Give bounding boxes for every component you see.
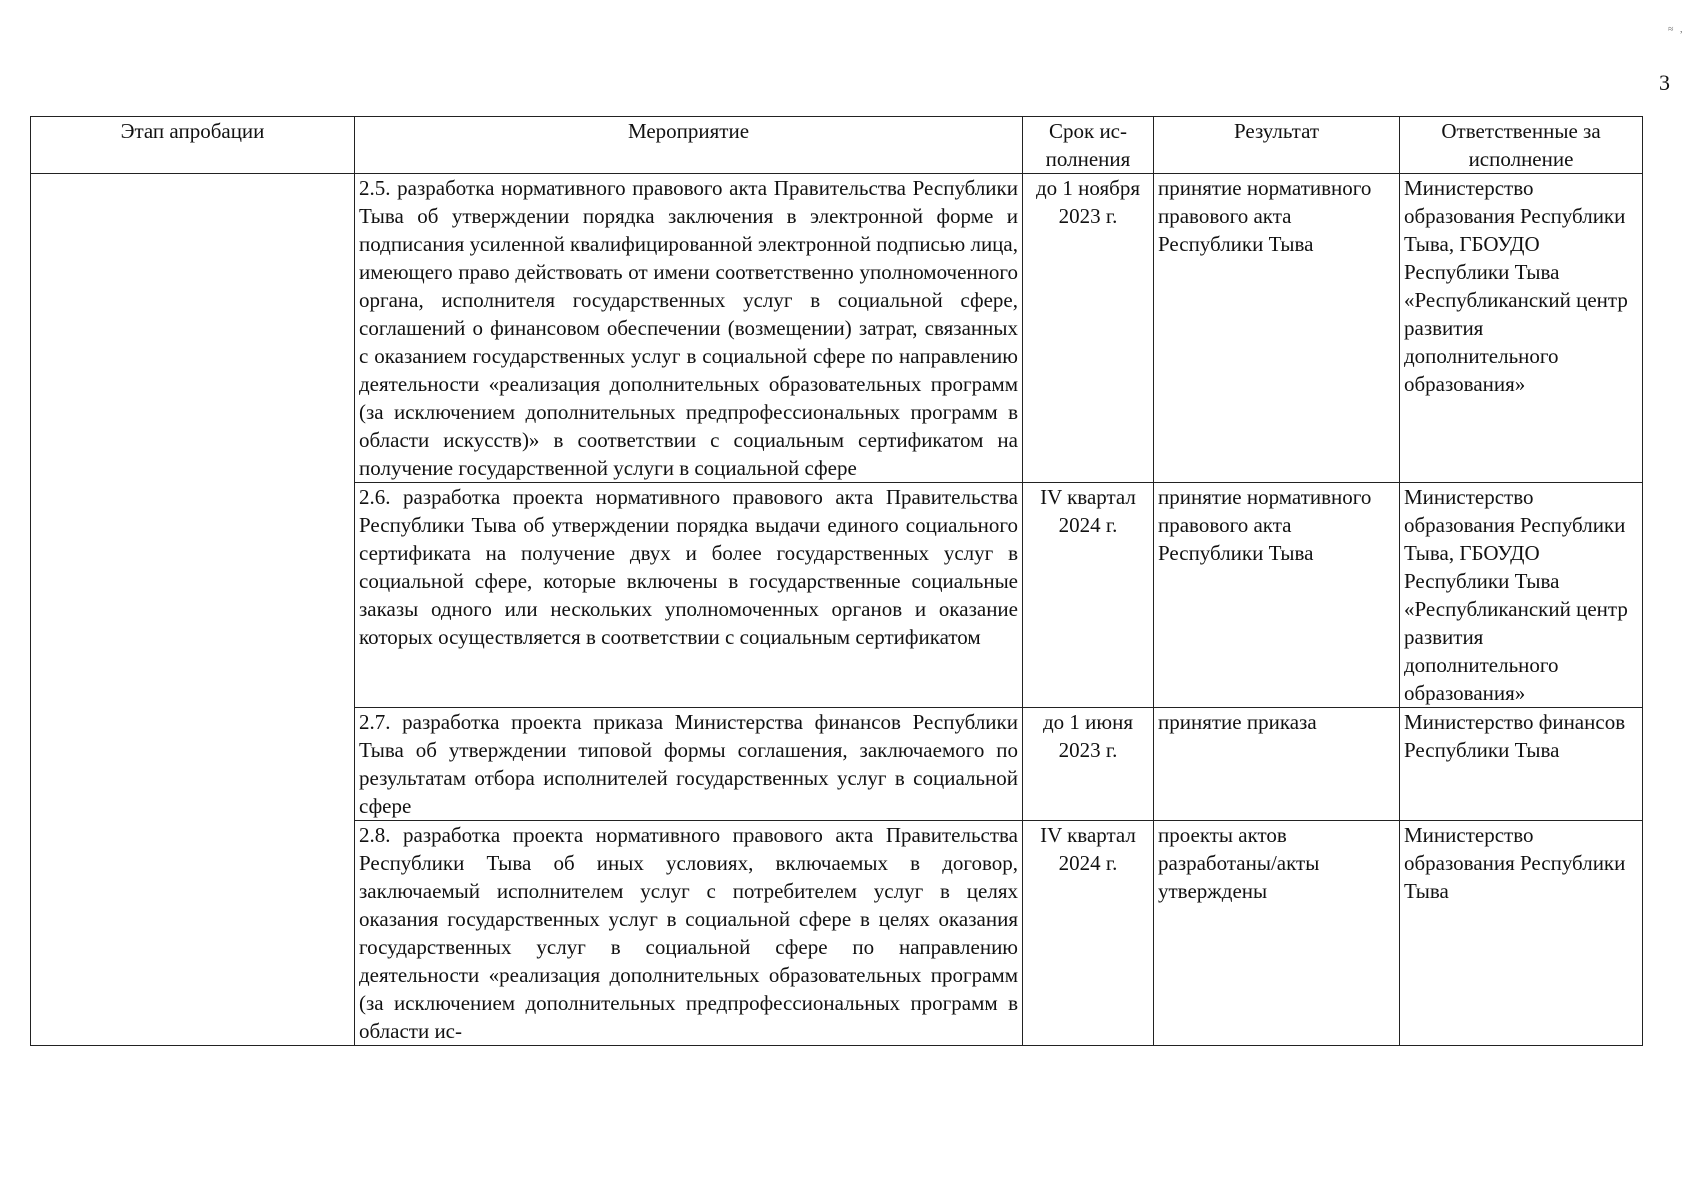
header-responsible: Ответственные за исполнение	[1400, 117, 1643, 174]
responsible-cell: Министерство финансов Республики Тыва	[1400, 708, 1643, 821]
deadline-cell: до 1 июня 2023 г.	[1023, 708, 1154, 821]
activity-cell: 2.5. разработка нормативного правового акта Правительства Республики Тыва об утверждении порядка заключения в электронной форме и подписания усиленной квалифицированной электронной подписью лица, имеющего право действовать от имени соответственно уполномоченного органа, исполнителя государственных услуг в социальной сфере, соглашений о финансовом обеспечении (возмещении) затрат, связанных с оказанием государственных услуг в социальной сфере по направлению деятельности «реализация дополнительных образовательных программ (за исключением дополнительных предпрофессиональных программ в области искусств)» в соответствии с социальным сертификатом на получение государственной услуги в социальной сфере	[355, 174, 1023, 483]
result-cell: принятие приказа	[1154, 708, 1400, 821]
result-cell: проекты актов разработаны/акты утверждены	[1154, 821, 1400, 1046]
header-activity: Мероприятие	[355, 117, 1023, 174]
header-result: Результат	[1154, 117, 1400, 174]
deadline-cell: IV квартал 2024 г.	[1023, 821, 1154, 1046]
responsible-cell: Министерство образования Республики Тыва, ГБОУДО Республики Тыва «Республиканский центр развития дополнительного образования»	[1400, 174, 1643, 483]
activity-cell: 2.6. разработка проекта нормативного правового акта Правительства Республики Тыва об утверждении порядка выдачи единого социального сертификата на получение двух и более государственных услуг в социальной сфере, которые включены в государственные социальные заказы одного или нескольких уполномоченных органов и оказание которых осуществляется в соответствии с социальным сертификатом	[355, 483, 1023, 708]
activity-cell: 2.8. разработка проекта нормативного правового акта Правительства Республики Тыва об иных условиях, включаемых в договор, заключаемый исполнителем услуг с потребителем услуг в целях оказания государственных услуг в социальной сфере в целях оказания государственных услуг в социальной сфере по направлению деятельности «реализация дополнительных образовательных программ (за исключением дополнительных предпрофессиональных программ в области ис-	[355, 821, 1023, 1046]
responsible-cell: Министерство образования Республики Тыва	[1400, 821, 1643, 1046]
deadline-cell: IV квартал 2024 г.	[1023, 483, 1154, 708]
plan-table	[30, 116, 1643, 1046]
table-header	[31, 117, 1643, 174]
header-stage: Этап апробации	[31, 117, 355, 174]
result-cell: принятие нормативного правового акта Республики Тыва	[1154, 483, 1400, 708]
page-number: 3	[1659, 70, 1670, 95]
table-row	[31, 174, 1643, 483]
header-row	[31, 117, 1643, 174]
stage-cell	[31, 174, 355, 1046]
header-deadline: Срок ис- полнения	[1023, 117, 1154, 174]
deadline-cell: до 1 ноября 2023 г.	[1023, 174, 1154, 483]
responsible-cell: Министерство образования Республики Тыва, ГБОУДО Республики Тыва «Республиканский центр развития дополнительного образования»	[1400, 483, 1643, 708]
result-cell: принятие нормативного правового акта Республики Тыва	[1154, 174, 1400, 483]
table-body	[31, 174, 1643, 1046]
scan-mark: ≈ ,	[1668, 24, 1685, 35]
activity-cell: 2.7. разработка проекта приказа Министерства финансов Республики Тыва об утверждении типовой формы соглашения, заключаемого по результатам отбора исполнителей государственных услуг в социальной сфере	[355, 708, 1023, 821]
